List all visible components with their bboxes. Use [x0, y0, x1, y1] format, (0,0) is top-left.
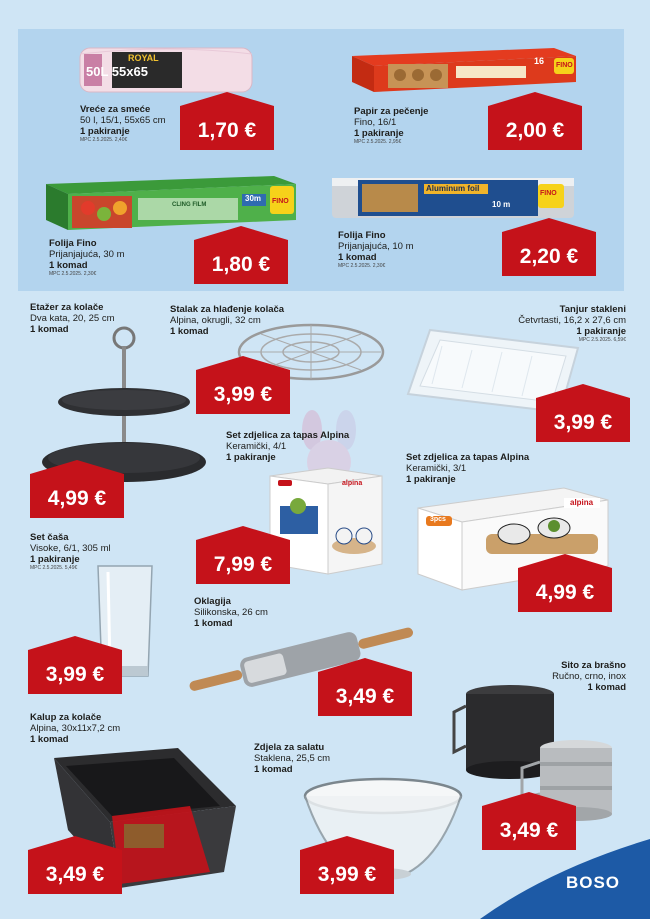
flour-sifter-price: 3,49 € — [482, 806, 576, 850]
aluminum-foil-desc: Prijanjajuća, 10 m — [338, 241, 414, 252]
aluminum-foil-label: Aluminum foil — [426, 184, 480, 193]
baking-paper-desc: Fino, 16/1 — [354, 117, 397, 128]
cake-mold-name: Kalup za kolače — [30, 712, 102, 723]
rolling-pin-price: 3,49 € — [318, 672, 412, 716]
salad-bowl-info — [254, 742, 330, 775]
cooling-rack-price: 3,99 € — [196, 370, 290, 414]
glasses-set-name: Set čaša — [30, 532, 69, 543]
glass-plate-price: 3,99 € — [536, 398, 630, 442]
cling-film-price: 1,80 € — [194, 240, 288, 284]
tapas-set-3-desc: Keramički, 3/1 — [406, 463, 467, 474]
cake-stand-name: Etažer za kolače — [30, 302, 104, 313]
cling-film-brand: FINO — [272, 198, 289, 205]
trash-bags-price: 1,70 € — [180, 106, 274, 150]
aluminum-foil-info — [338, 230, 414, 270]
boso-logo: BOSO — [565, 873, 620, 892]
baking-paper-mpc: MPC 2.5.2025. 2,95€ — [354, 139, 402, 145]
aluminum-foil-price: 2,20 € — [502, 232, 596, 276]
flour-sifter-qty: 1 komad — [587, 682, 626, 693]
cake-stand-desc: Dva kata, 20, 25 cm — [30, 313, 115, 324]
flour-sifter-desc: Ručno, crno, inox — [552, 671, 626, 682]
glasses-set-qty: 1 pakiranje — [30, 554, 80, 565]
baking-paper-qty: 1 pakiranje — [354, 128, 404, 139]
flour-sifter-name: Sito za brašno — [561, 660, 626, 671]
salad-bowl-desc: Staklena, 25,5 cm — [254, 753, 331, 764]
cling-film-image — [42, 172, 300, 232]
cling-film-desc: Prijanjajuća, 30 m — [49, 249, 125, 260]
aluminum-foil-brand: FINO — [540, 190, 557, 197]
glass-plate-qty: 1 pakiranje — [576, 326, 626, 337]
glasses-set-price: 3,99 € — [28, 650, 122, 694]
baking-paper-count: 16 — [534, 56, 545, 66]
trash-bags-qty: 1 pakiranje — [80, 126, 130, 137]
glasses-set-mpc: MPC 2.5.2025. 5,49€ — [30, 565, 78, 571]
cake-stand-qty: 1 komad — [30, 324, 69, 335]
cake-mold-price: 3,49 € — [28, 850, 122, 894]
glass-plate-name: Tanjur stakleni — [559, 304, 626, 315]
cooling-rack-desc: Alpina, okrugli, 32 cm — [170, 315, 261, 326]
trash-bags-name: Vreće za smeće — [80, 104, 151, 115]
trash-bags-image — [78, 44, 256, 96]
aluminum-foil-qty: 1 komad — [338, 252, 377, 263]
tapas-set-3-qty: 1 pakiranje — [406, 474, 456, 485]
tapas-set-3-name: Set zdjelica za tapas Alpina — [406, 452, 530, 463]
salad-bowl-qty: 1 komad — [254, 764, 293, 775]
trash-bags-info — [80, 104, 166, 144]
tapas-set-4-info — [226, 430, 349, 463]
tapas-set-4-price: 7,99 € — [196, 540, 290, 584]
baking-paper-info — [354, 106, 428, 146]
cling-film-info — [49, 238, 125, 278]
cling-film-mpc: MPC 2.5.2025. 2,30€ — [49, 271, 97, 277]
aluminum-foil-mpc: MPC 2.5.2025. 2,30€ — [338, 263, 386, 269]
tapas-set-3-count: 3pcs — [430, 516, 446, 523]
tapas-set-3-info — [406, 452, 529, 485]
tapas-set-3-brand: alpina — [570, 498, 594, 507]
tapas-set-4-desc: Keramički, 4/1 — [226, 441, 287, 452]
cake-mold-qty: 1 komad — [30, 734, 69, 745]
rolling-pin-desc: Silikonska, 26 cm — [194, 607, 268, 618]
cooling-rack-name: Stalak za hlađenje kolača — [170, 304, 285, 315]
cake-stand-price: 4,99 € — [30, 474, 124, 518]
tapas-set-3-price: 4,99 € — [518, 568, 612, 612]
trash-bags-desc: 50 l, 15/1, 55x65 cm — [80, 115, 166, 126]
trash-bags-mpc: MPC 2.5.2025. 2,40€ — [80, 137, 128, 143]
salad-bowl-price: 3,99 € — [300, 850, 394, 894]
cling-film-name: Folija Fino — [49, 238, 97, 249]
baking-paper-name: Papir za pečenje — [354, 106, 429, 117]
salad-bowl-name: Zdjela za salatu — [254, 742, 325, 753]
tapas-set-4-qty: 1 pakiranje — [226, 452, 276, 463]
baking-paper-brand: FINO — [556, 62, 573, 69]
cooling-rack-qty: 1 komad — [170, 326, 209, 337]
trash-bags-pack-brand: ROYAL — [128, 53, 159, 63]
glass-plate-desc: Četvrtasti, 16,2 x 27,6 cm — [518, 315, 626, 326]
trash-bags-pack-text: 50L 55x65 — [86, 64, 148, 79]
baking-paper-price: 2,00 € — [488, 106, 582, 150]
cake-mold-desc: Alpina, 30x11x7,2 cm — [30, 723, 121, 734]
tapas-set-4-brand: alpina — [342, 480, 363, 487]
aluminum-foil-length: 10 m — [492, 200, 511, 209]
tapas-set-4-name: Set zdjelica za tapas Alpina — [226, 430, 350, 441]
rolling-pin-name: Oklagija — [194, 596, 231, 607]
aluminum-foil-name: Folija Fino — [338, 230, 386, 241]
aluminum-foil-image — [328, 170, 578, 224]
glasses-set-desc: Visoke, 6/1, 305 ml — [30, 543, 111, 554]
cling-film-label: CLING FILM — [172, 202, 207, 208]
cling-film-length: 30m — [245, 194, 262, 203]
cake-mold-info — [30, 712, 120, 745]
cling-film-qty: 1 komad — [49, 260, 88, 271]
glass-plate-mpc: MPC 2.5.2025. 6,59€ — [578, 337, 626, 343]
baking-paper-image — [348, 42, 580, 94]
rolling-pin-qty: 1 komad — [194, 618, 233, 629]
